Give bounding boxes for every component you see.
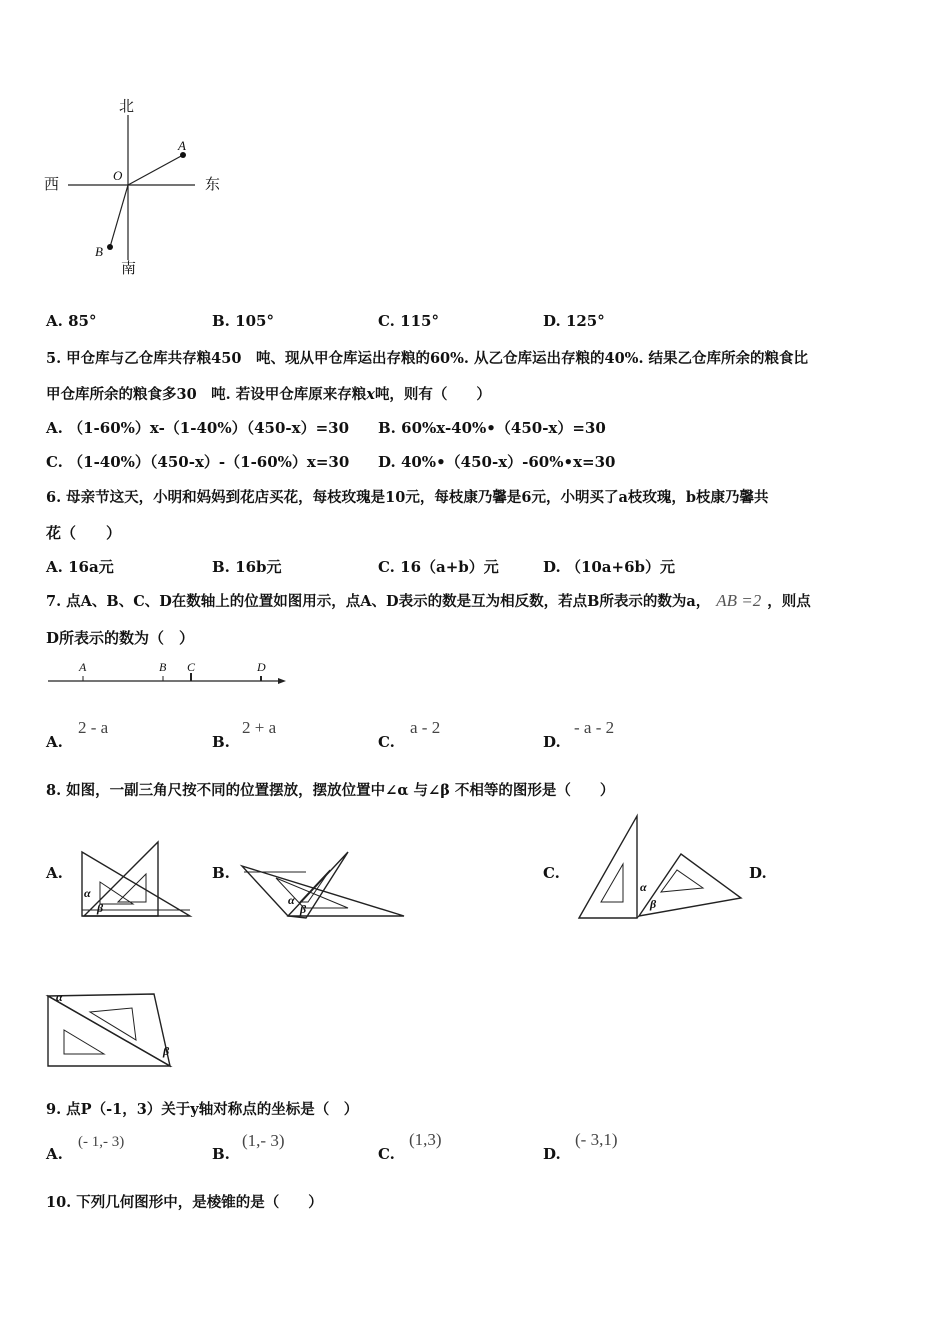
q9-option-b-text: (1,- 3) xyxy=(242,1131,285,1150)
compass-west-label: 西 xyxy=(44,175,60,193)
q8-option-b[interactable]: B. xyxy=(212,864,230,882)
q9-option-a-text: (- 1,- 3) xyxy=(78,1134,125,1150)
q8-figure-c xyxy=(575,812,743,922)
q8-d-alpha: α xyxy=(56,990,63,1004)
q5-option-b[interactable]: B. 60%x-40%•（450-x）=30 xyxy=(378,419,606,437)
q6-option-d[interactable]: D. （10a+6b）元 xyxy=(543,558,676,576)
q8-option-d[interactable]: D. xyxy=(749,864,767,882)
q9-option-d-text: (- 3,1) xyxy=(575,1130,618,1149)
q4-option-b[interactable]: B. 105° xyxy=(212,312,274,330)
q9-option-c[interactable]: C. xyxy=(378,1145,395,1163)
compass-east-label: 东 xyxy=(205,175,221,193)
q8-figure-b xyxy=(238,848,410,920)
q7-question-line2: D所表示的数为（ ） xyxy=(46,629,195,647)
q5-option-a[interactable]: A. （1-60%）x-（1-40%）（450-x）=30 xyxy=(46,419,350,437)
compass-point-b-label: B xyxy=(95,244,103,259)
axis-label-b: B xyxy=(159,660,167,674)
q7-option-b-text: 2 + a xyxy=(242,718,277,737)
q8-question-line1: 8. 如图，一副三角尺按不同的位置摆放，摆放位置中∠α 与∠β 不相等的图形是（ ） xyxy=(46,782,615,799)
compass-figure xyxy=(40,95,230,280)
q9-option-d[interactable]: D. xyxy=(543,1145,561,1163)
q7-option-d-text: - a - 2 xyxy=(574,718,615,737)
q8-option-a[interactable]: A. xyxy=(46,864,63,882)
q8-a-beta: β xyxy=(97,901,104,915)
q6-option-c[interactable]: C. 16（a+b）元 xyxy=(378,558,499,576)
q6-option-a[interactable]: A. 16a元 xyxy=(46,558,114,576)
axis-label-a: A xyxy=(79,660,87,674)
q10-question-line1: 10. 下列几何图形中，是棱锥的是（ ） xyxy=(46,1194,323,1211)
q7-option-b[interactable]: B. xyxy=(212,733,230,751)
q8-figure-a xyxy=(78,838,196,920)
q6-question-line2: 花（ ） xyxy=(46,524,122,542)
q4-option-d[interactable]: D. 125° xyxy=(543,312,605,330)
q4-option-c[interactable]: C. 115° xyxy=(378,312,439,330)
q8-c-beta: β xyxy=(650,897,657,911)
q7-option-c-text: a - 2 xyxy=(410,718,441,737)
q7-formula: AB =2 xyxy=(716,591,762,610)
axis-label-d: D xyxy=(257,660,266,674)
q5-question-line2: 甲仓库所余的粮食多30 吨. 若设甲仓库原来存粮x吨，则有（ ） xyxy=(46,386,491,403)
q7-option-a-text: 2 - a xyxy=(78,718,109,737)
q9-option-b[interactable]: B. xyxy=(212,1145,230,1163)
q9-option-a[interactable]: A. xyxy=(46,1145,63,1163)
q6-question-line1: 6. 母亲节这天，小明和妈妈到花店买花，每枝玫瑰是10元，每枝康乃馨是6元，小明买了a枝玫瑰，b枝康乃馨共 xyxy=(46,489,769,506)
q8-c-alpha: α xyxy=(640,880,647,894)
q7-question-line1: 7. 点A、B、C、D在数轴上的位置如图用示，点A、D表示的数是互为相反数，若点B所表示的数为a， AB =2 ，则点 xyxy=(46,591,811,610)
q4-option-a[interactable]: A. 85° xyxy=(46,312,97,330)
q8-b-beta: β xyxy=(300,902,307,916)
q7-option-c[interactable]: C. xyxy=(378,733,395,751)
compass-origin-label: O xyxy=(113,168,123,183)
axis-label-c: C xyxy=(187,660,196,674)
compass-south-label: 南 xyxy=(121,259,137,277)
q8-d-beta: β xyxy=(163,1044,170,1058)
compass-north-label: 北 xyxy=(119,97,135,115)
q9-option-c-text: (1,3) xyxy=(409,1130,442,1149)
q5-option-d[interactable]: D. 40%•（450-x）-60%•x=30 xyxy=(378,453,616,471)
q6-option-b[interactable]: B. 16b元 xyxy=(212,558,282,576)
compass-point-a-label: A xyxy=(178,138,186,153)
q8-a-alpha: α xyxy=(84,886,91,900)
q9-question-line1: 9. 点P（-1，3）关于y轴对称点的坐标是（ ） xyxy=(46,1101,359,1118)
q8-b-alpha: α xyxy=(288,893,295,907)
q7-option-a[interactable]: A. xyxy=(46,733,63,751)
q7-option-d[interactable]: D. xyxy=(543,733,561,751)
q5-question-line1: 5. 甲仓库与乙仓库共存粮450 吨、现从甲仓库运出存粮的60%. 从乙仓库运出存粮的40%. 结果乙仓库所余的粮食比 xyxy=(46,350,809,367)
q8-option-c[interactable]: C. xyxy=(543,864,560,882)
q5-option-c[interactable]: C. （1-40%）（450-x）-（1-60%）x=30 xyxy=(46,453,350,471)
